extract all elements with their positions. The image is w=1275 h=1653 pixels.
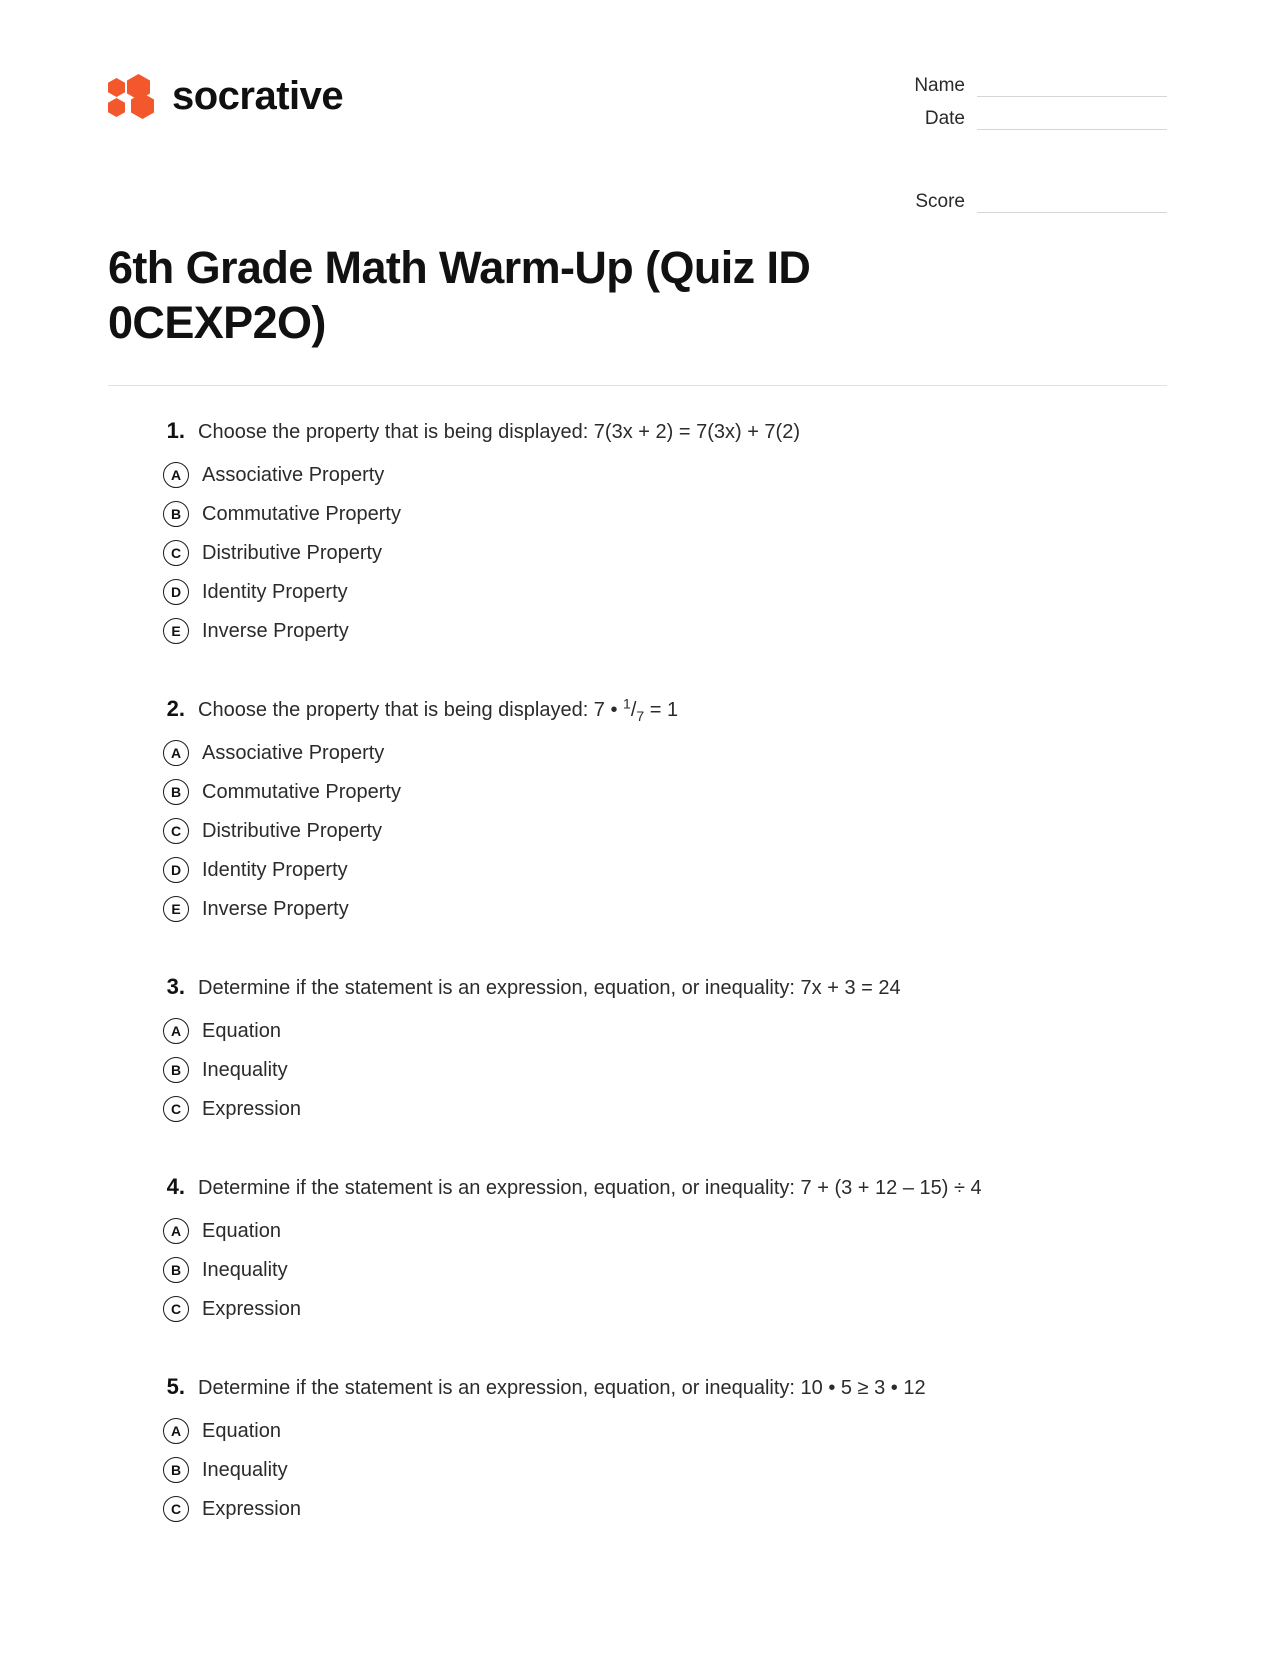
- option-label: Equation: [202, 1219, 281, 1242]
- date-input-line[interactable]: [977, 109, 1167, 130]
- option-label: Expression: [202, 1497, 301, 1520]
- question-text-after-fraction: = 1: [644, 698, 679, 721]
- option-bubble-d[interactable]: D: [163, 579, 189, 605]
- answer-option[interactable]: [163, 501, 1167, 527]
- question-item: [108, 1174, 1167, 1322]
- name-input-line[interactable]: [977, 76, 1167, 97]
- question-item: [108, 974, 1167, 1122]
- option-bubble-a[interactable]: A: [163, 1418, 189, 1444]
- questions-list: [0, 386, 1275, 1522]
- answer-option[interactable]: [163, 1457, 1167, 1483]
- name-label: Name: [914, 75, 965, 97]
- option-bubble-c[interactable]: C: [163, 540, 189, 566]
- answer-option[interactable]: [163, 779, 1167, 805]
- option-bubble-c[interactable]: C: [163, 1096, 189, 1122]
- answer-options: [108, 1218, 1167, 1322]
- title-block: [0, 225, 1275, 351]
- score-label: Score: [915, 191, 965, 213]
- fraction-one-seventh: [623, 697, 644, 724]
- option-bubble-a[interactable]: A: [163, 1018, 189, 1044]
- answer-option[interactable]: [163, 818, 1167, 844]
- question-item: [108, 1374, 1167, 1522]
- question-header: [108, 1374, 1167, 1402]
- option-label: Inequality: [202, 1258, 288, 1281]
- socrative-logo: [108, 74, 343, 118]
- date-label: Date: [924, 108, 965, 130]
- hexagon-icon: [108, 78, 125, 97]
- score-input-line[interactable]: [977, 192, 1167, 213]
- socrative-hexagon-logo-icon: [108, 74, 156, 118]
- option-label: Commutative Property: [202, 780, 401, 803]
- option-bubble-a[interactable]: A: [163, 1218, 189, 1244]
- question-header: [108, 418, 1167, 446]
- answer-option[interactable]: [163, 1096, 1167, 1122]
- answer-option[interactable]: [163, 579, 1167, 605]
- fraction-slash: /: [630, 698, 637, 721]
- option-bubble-d[interactable]: D: [163, 857, 189, 883]
- question-item: [108, 696, 1167, 922]
- student-meta-block: [867, 62, 1167, 225]
- fraction-numerator: 1: [623, 695, 631, 712]
- question-header: [108, 696, 1167, 724]
- answer-options: [108, 1018, 1167, 1122]
- brand-name: socrative: [172, 74, 344, 118]
- option-bubble-b[interactable]: B: [163, 1057, 189, 1083]
- question-header: [108, 974, 1167, 1002]
- answer-option[interactable]: [163, 857, 1167, 883]
- option-label: Identity Property: [202, 580, 348, 603]
- option-label: Equation: [202, 1419, 281, 1442]
- option-bubble-a[interactable]: A: [163, 740, 189, 766]
- option-bubble-b[interactable]: B: [163, 1257, 189, 1283]
- question-text: Choose the property that is being displayed: 7(3x + 2) = 7(3x) + 7(2): [198, 420, 801, 443]
- question-text: Determine if the statement is an expression, equation, or inequality: 7 + (3 + 12 – 15) ÷ 4: [198, 1176, 982, 1199]
- option-bubble-c[interactable]: C: [163, 818, 189, 844]
- option-label: Inequality: [202, 1058, 288, 1081]
- question-text: Determine if the statement is an expression, equation, or inequality: 7x + 3 = 24: [198, 976, 901, 999]
- answer-option[interactable]: [163, 1296, 1167, 1322]
- option-label: Inverse Property: [202, 619, 349, 642]
- answer-option[interactable]: [163, 1418, 1167, 1444]
- option-label: Equation: [202, 1019, 281, 1042]
- page-header: [0, 0, 1275, 225]
- option-bubble-c[interactable]: C: [163, 1296, 189, 1322]
- hexagon-icon: [108, 98, 125, 117]
- option-bubble-c[interactable]: C: [163, 1496, 189, 1522]
- question-text-before-fraction: Choose the property that is being displayed: 7 •: [198, 698, 624, 721]
- name-row: [867, 76, 1167, 97]
- answer-options: [108, 1418, 1167, 1522]
- option-label: Expression: [202, 1297, 301, 1320]
- question-text: [198, 697, 678, 724]
- option-bubble-b[interactable]: B: [163, 779, 189, 805]
- answer-option[interactable]: [163, 1218, 1167, 1244]
- question-item: [108, 418, 1167, 644]
- answer-option[interactable]: [163, 1257, 1167, 1283]
- option-bubble-e[interactable]: E: [163, 896, 189, 922]
- question-text: Determine if the statement is an expression, equation, or inequality: 10 • 5 ≥ 3 • 12: [198, 1376, 926, 1399]
- question-number: 2.: [166, 695, 185, 721]
- option-bubble-e[interactable]: E: [163, 618, 189, 644]
- option-label: Commutative Property: [202, 502, 401, 525]
- option-label: Inequality: [202, 1458, 288, 1481]
- answer-option[interactable]: [163, 1057, 1167, 1083]
- answer-option[interactable]: [163, 540, 1167, 566]
- option-label: Inverse Property: [202, 897, 349, 920]
- date-row: [867, 109, 1167, 130]
- option-label: Associative Property: [202, 741, 385, 764]
- question-number: 4.: [166, 1173, 185, 1199]
- page-title: 6th Grade Math Warm-Up (Quiz ID 0CEXP2O): [108, 242, 811, 348]
- option-label: Distributive Property: [202, 541, 383, 564]
- option-label: Distributive Property: [202, 819, 383, 842]
- question-number: 1.: [166, 417, 185, 443]
- answer-option[interactable]: [163, 462, 1167, 488]
- option-label: Identity Property: [202, 858, 348, 881]
- question-header: [108, 1174, 1167, 1202]
- answer-option[interactable]: [163, 1018, 1167, 1044]
- answer-option[interactable]: [163, 896, 1167, 922]
- answer-options: [108, 462, 1167, 644]
- option-bubble-b[interactable]: B: [163, 501, 189, 527]
- question-number: 3.: [166, 973, 185, 999]
- answer-options: [108, 740, 1167, 922]
- fraction-denominator: 7: [636, 707, 645, 724]
- score-row: [867, 192, 1167, 213]
- option-label: Expression: [202, 1097, 301, 1120]
- answer-option[interactable]: [163, 740, 1167, 766]
- question-number: 5.: [166, 1373, 185, 1399]
- option-bubble-b[interactable]: B: [163, 1457, 189, 1483]
- option-label: Associative Property: [202, 463, 385, 486]
- option-bubble-a[interactable]: A: [163, 462, 189, 488]
- answer-option[interactable]: [163, 618, 1167, 644]
- answer-option[interactable]: [163, 1496, 1167, 1522]
